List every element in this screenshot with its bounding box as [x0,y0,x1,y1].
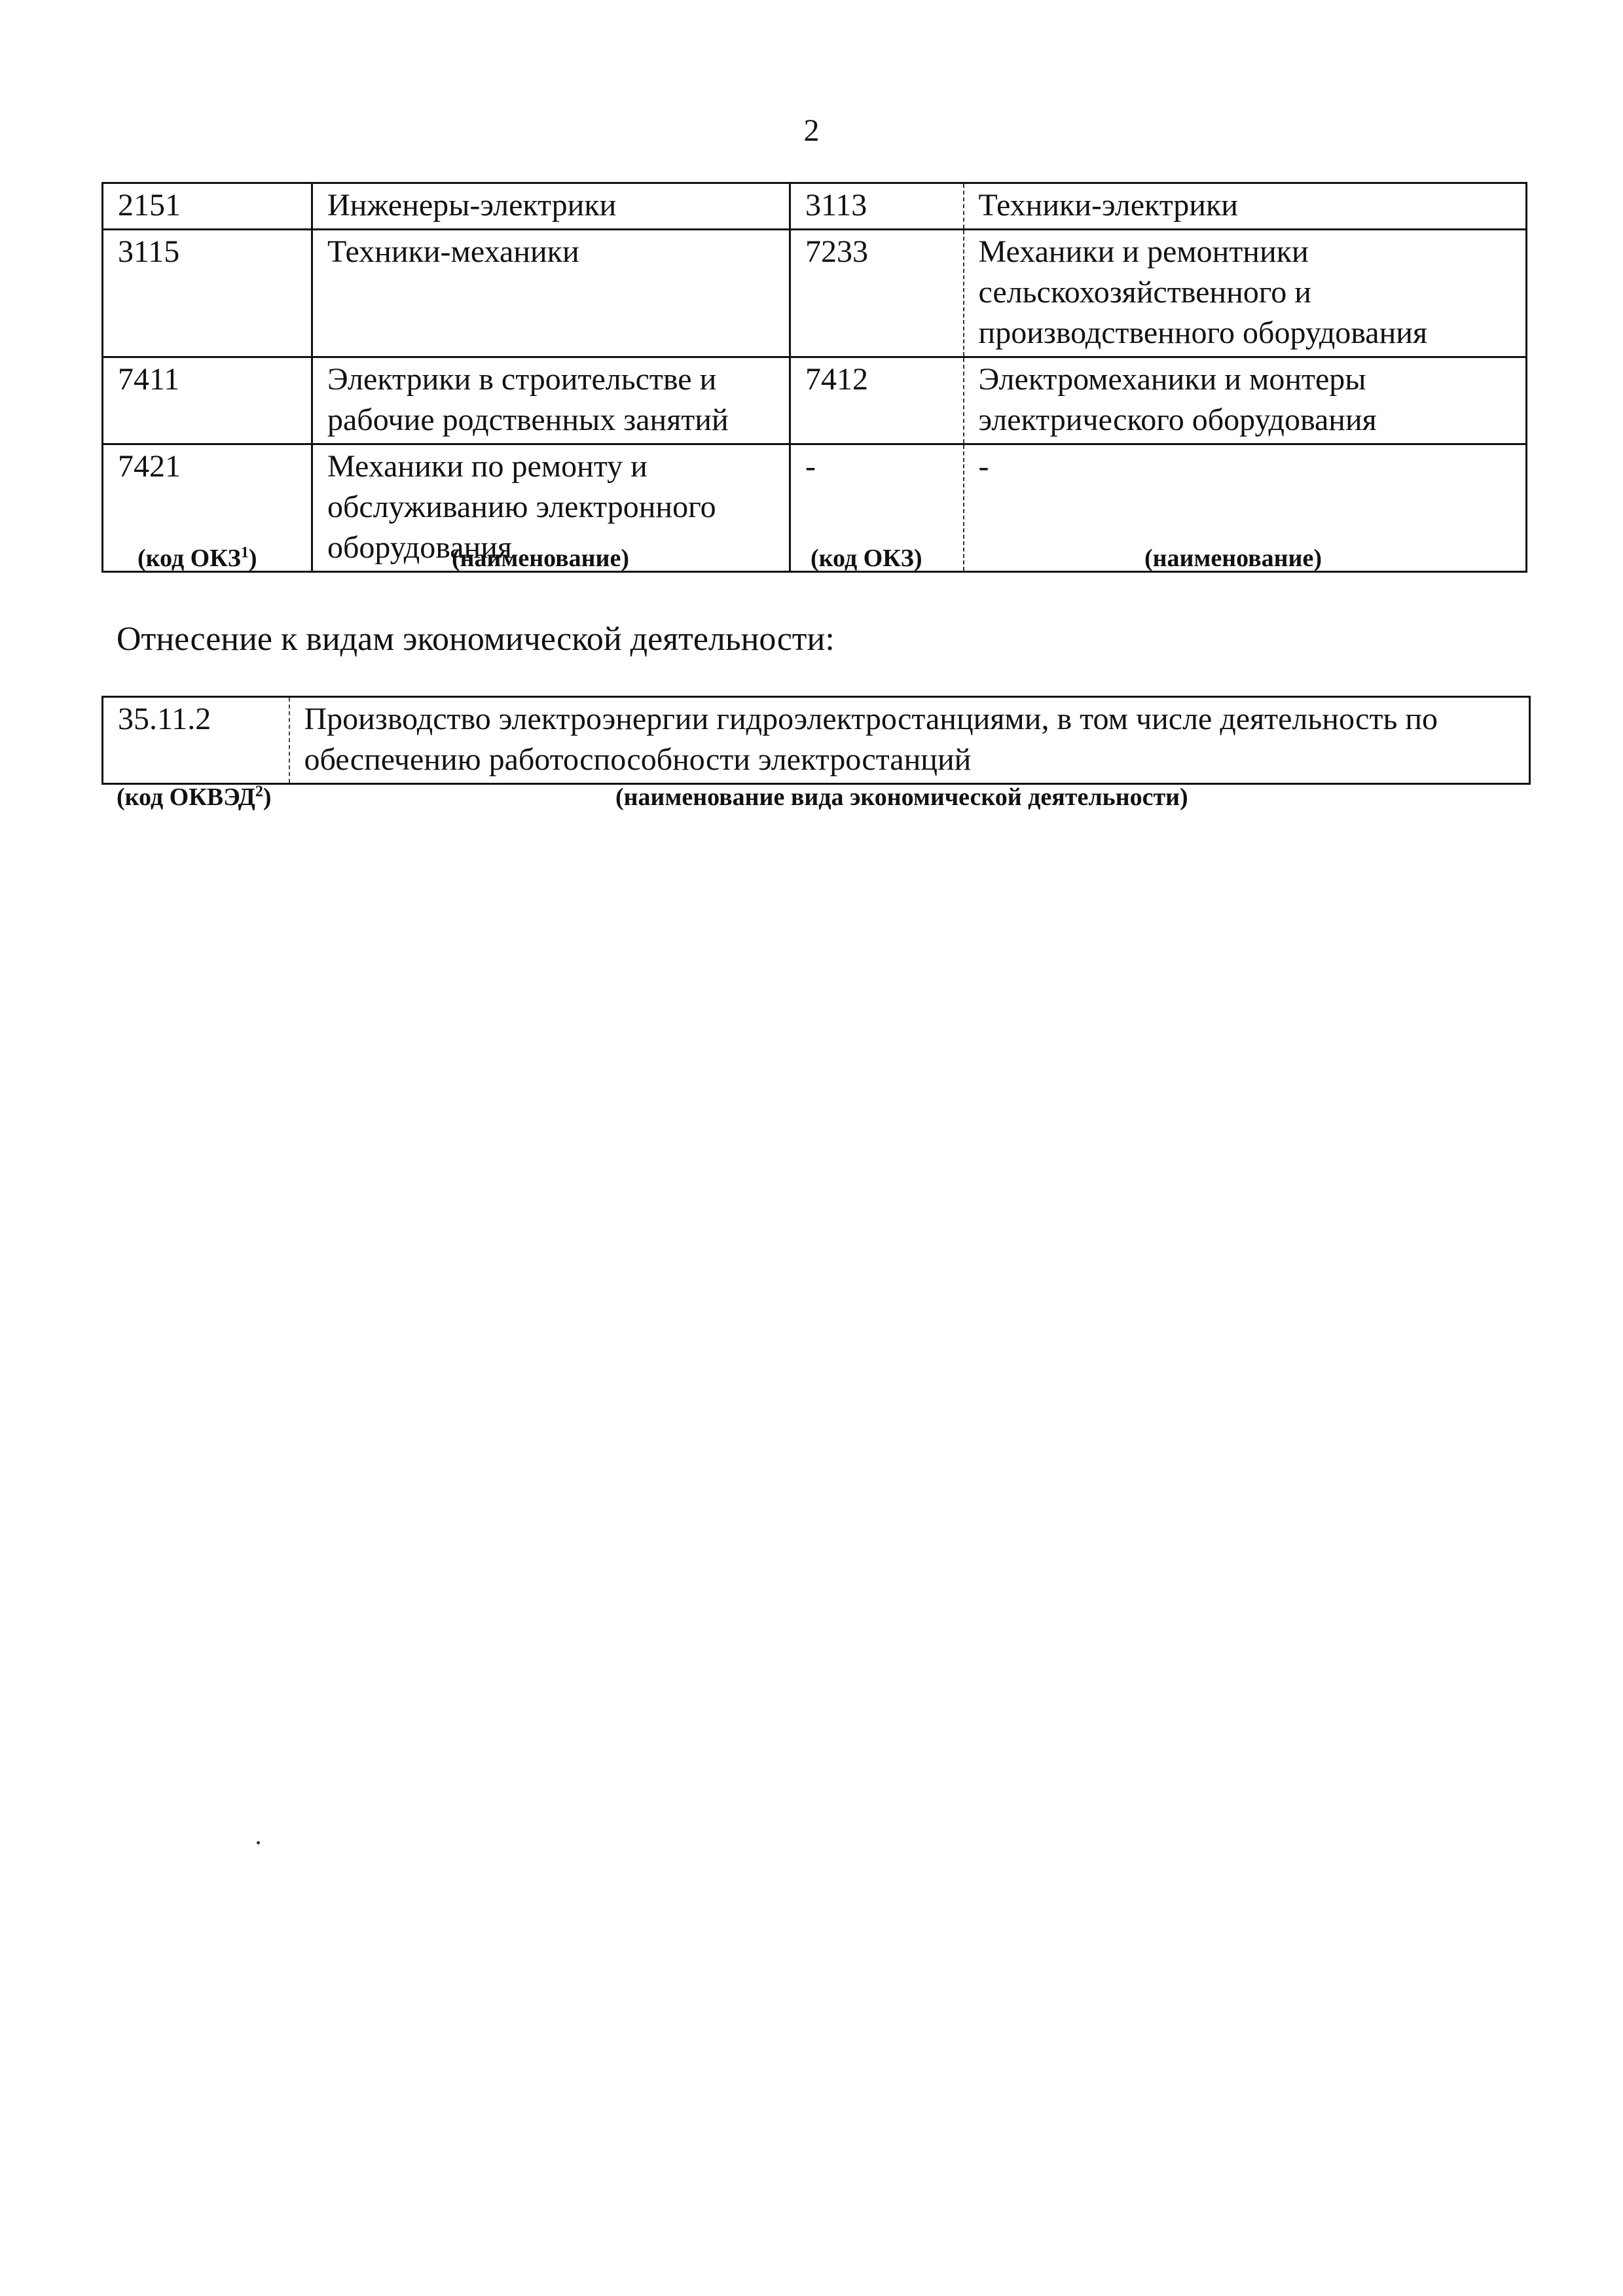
okz-code-cell: 2151 [103,183,312,230]
okz-name-cell: - [964,444,1527,572]
okz-name-cell: Техники-механики [312,230,790,357]
okz-code-caption-2: (код ОКЗ) [811,545,922,572]
caption-text: (код ОКЗ [137,545,241,572]
table-row [103,183,1527,230]
caption-text: ) [248,545,257,572]
okz-name-cell: Инженеры-электрики [312,183,790,230]
okved-code-cell: 35.11.2 [103,697,289,784]
okved-table [101,696,1531,785]
okz-name-cell: Электрики в строительстве и рабочие родственных занятий [312,357,790,444]
table-row [103,357,1527,444]
scan-speck [257,1841,260,1844]
okz-name-cell: Техники-электрики [964,183,1527,230]
table-row [103,697,1530,784]
okz-code-cell: 7233 [790,230,964,357]
okz-code-cell: 3113 [790,183,964,230]
page-number: 2 [803,113,820,148]
okz-name-caption-2: (наименование) [1144,545,1322,572]
okz-name-caption: (наименование) [452,545,629,572]
footnote-marker: 2 [255,783,263,800]
okz-code-caption [137,543,257,573]
okz-code-cell: 7421 [103,444,312,572]
okz-code-cell: 7411 [103,357,312,444]
caption-text: (код ОКВЭД [117,783,255,811]
okz-code-cell: - [790,444,964,572]
okz-name-cell: Механики и ремонтники сельскохозяйственного и производственного оборудования [964,230,1527,357]
okz-name-cell: Механики по ремонту и обслуживанию электронного оборудования [312,444,790,572]
caption-text: ) [263,783,272,811]
okz-code-cell: 7412 [790,357,964,444]
okved-name-caption: (наименование вида экономической деятельности) [615,783,1188,811]
okz-code-cell: 3115 [103,230,312,357]
okz-name-cell: Электромеханики и монтеры электрического оборудования [964,357,1527,444]
okved-name-cell: Производство электроэнергии гидроэлектростанциями, в том числе деятельность по обеспечению работоспособности электростанций [289,697,1530,784]
footnote-marker: 1 [240,544,249,562]
okved-code-caption [117,782,272,812]
okz-table [101,182,1527,573]
table-row [103,230,1527,357]
activity-heading: Отнесение к видам экономической деятельности: [117,620,835,658]
